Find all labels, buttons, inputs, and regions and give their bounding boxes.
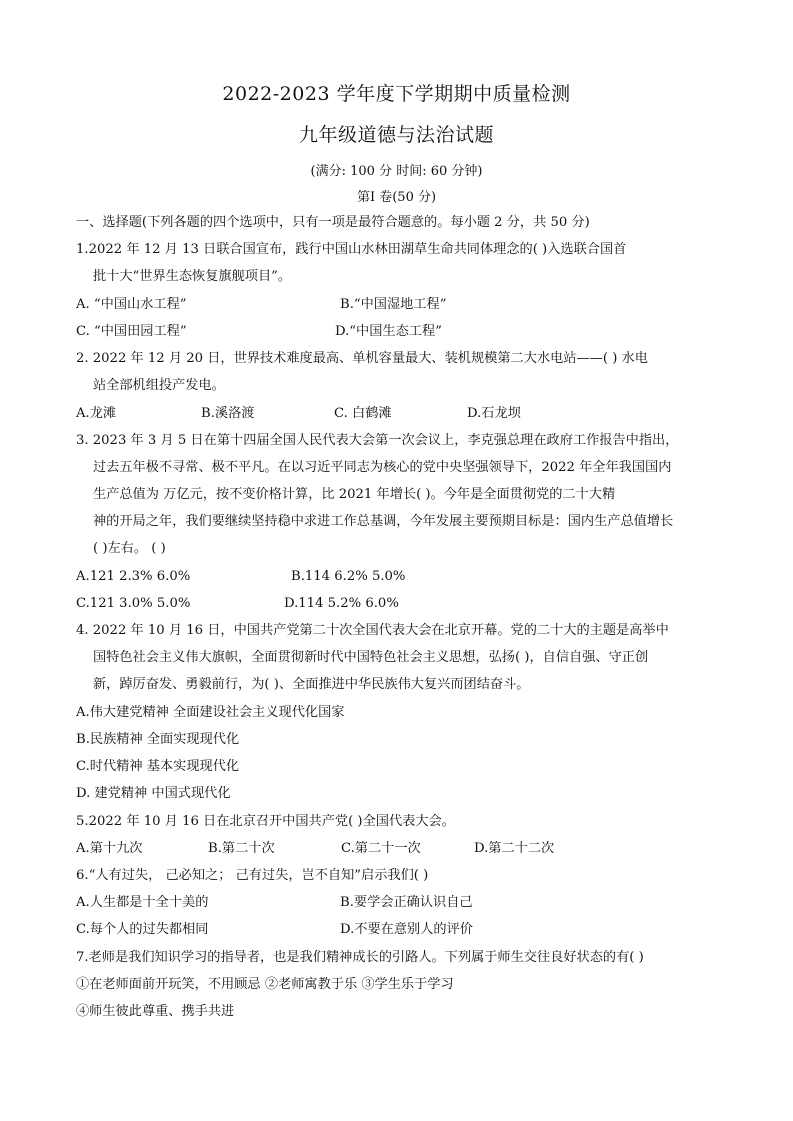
question-6-option-c: C.每个人的过失都相同 — [76, 922, 209, 937]
question-5-option-c: C.第二十一次 — [341, 841, 421, 856]
exam-subtitle: 九年级道德与法治试题 — [298, 124, 494, 146]
section-heading: 一、选择题(下列各题的四个选项中，只有一项是最符合题意的。每小题 2 分，共 50 分) — [76, 215, 590, 230]
question-2-option-a: A.龙滩 — [76, 406, 117, 421]
question-2-option-c: C. 白鹤滩 — [334, 406, 392, 421]
question-4-option-d: D. 建党精神 中国式现代化 — [76, 786, 231, 801]
question-1-option-b: B.“中国湿地工程” — [340, 297, 447, 312]
question-6-line-1: 6.“人有过失， 己必知之； 己有过失，岂不自知”启示我们( ) — [76, 868, 429, 883]
question-3-option-d: D.114 5.2% 6.0% — [284, 596, 399, 611]
question-3-line-1: 3. 2023 年 3 月 5 日在第十四届全国人民代表大会第一次会议上，李克强总理在政府工作报告中指出， — [76, 433, 679, 448]
question-1-option-d: D.“中国生态工程” — [335, 324, 442, 339]
question-5-option-d: D.第二十二次 — [474, 841, 555, 856]
question-6-option-b: B.要学会正确认识自己 — [340, 895, 473, 910]
question-3-option-c: C.121 3.0% 5.0% — [76, 596, 191, 611]
question-4-line-1: 4. 2022 年 10 月 16 日，中国共产党第二十次全国代表大会在北京开幕。党的二十大的主题是高举中 — [76, 623, 669, 638]
question-3-line-2: 过去五年极不寻常、极不平凡。在以习近平同志为核心的党中央坚强领导下，2022 年全年我国国内 — [93, 460, 672, 475]
question-4-line-2: 国特色社会主义伟大旗帜，全面贯彻新时代中国特色社会主义思想，弘扬( )，自信自强、守正创 — [93, 650, 649, 665]
question-6-option-d: D.不要在意别人的评价 — [340, 922, 473, 937]
question-2-option-b: B.溪洛渡 — [201, 406, 255, 421]
question-5-option-b: B.第二十次 — [208, 841, 275, 856]
question-2-line-1: 2. 2022 年 12 月 20 日，世界技术难度最高、单机容量最大、装机规模第二大水电站——( ) 水电 — [76, 351, 648, 366]
question-5-option-a: A.第十九次 — [76, 841, 143, 856]
exam-meta: (满分: 100 分 时间: 60 分钟) — [310, 164, 483, 179]
volume-label: 第Ⅰ 卷(50 分) — [356, 190, 437, 205]
question-2-option-d: D.石龙坝 — [467, 406, 521, 421]
question-2-line-2: 站全部机组投产发电。 — [93, 378, 225, 393]
question-3-line-4: 神的开局之年，我们要继续坚持稳中求进工作总基调，今年发展主要预期目标是：国内生产总值增长 — [93, 514, 674, 529]
question-4-option-c: C.时代精神 基本实现现代化 — [76, 759, 240, 774]
question-1-line-2: 批十大“世界生态恢复旗舰项目”。 — [93, 269, 292, 284]
question-7-line-1: 7.老师是我们知识学习的指导者，也是我们精神成长的引路人。下列属于师生交往良好状态的有( ) — [76, 950, 644, 965]
question-6-option-a: A.人生都是十全十美的 — [76, 895, 209, 910]
question-4-option-a: A.伟大建党精神 全面建设社会主义现代化国家 — [76, 705, 345, 720]
question-5-line-1: 5.2022 年 10 月 16 日在北京召开中国共产党( )全国代表大会。 — [76, 814, 455, 829]
question-3-line-3: 生产总值为 万亿元，按不变价格计算，比 2021 年增长( )。今年是全面贯彻党的二十大精 — [93, 487, 616, 502]
question-1-option-c: C. “中国田园工程” — [76, 324, 187, 339]
question-3-option-b: B.114 6.2% 5.0% — [291, 569, 406, 584]
question-7-line-2: ①在老师面前开玩笑，不用顾忌 ②老师寓教于乐 ③学生乐于学习 — [76, 977, 454, 992]
question-1-line-1: 1.2022 年 12 月 13 日联合国宣布，践行中国山水林田湖草生命共同体理念的( )入选联合国首 — [76, 242, 627, 257]
question-7-line-3: ④师生彼此尊重、携手共进 — [76, 1004, 235, 1019]
exam-title: 2022-2023 学年度下学期期中质量检测 — [222, 83, 571, 105]
question-4-option-b: B.民族精神 全面实现现代化 — [76, 732, 240, 747]
question-3-line-5: ( )左右。 ( ) — [93, 541, 166, 556]
question-3-option-a: A.121 2.3% 6.0% — [76, 569, 191, 584]
question-4-line-3: 新，踔厉奋发、勇毅前行，为( )、全面推进中华民族伟大复兴而团结奋斗。 — [93, 677, 530, 692]
question-1-option-a: A. “中国山水工程” — [76, 297, 187, 312]
